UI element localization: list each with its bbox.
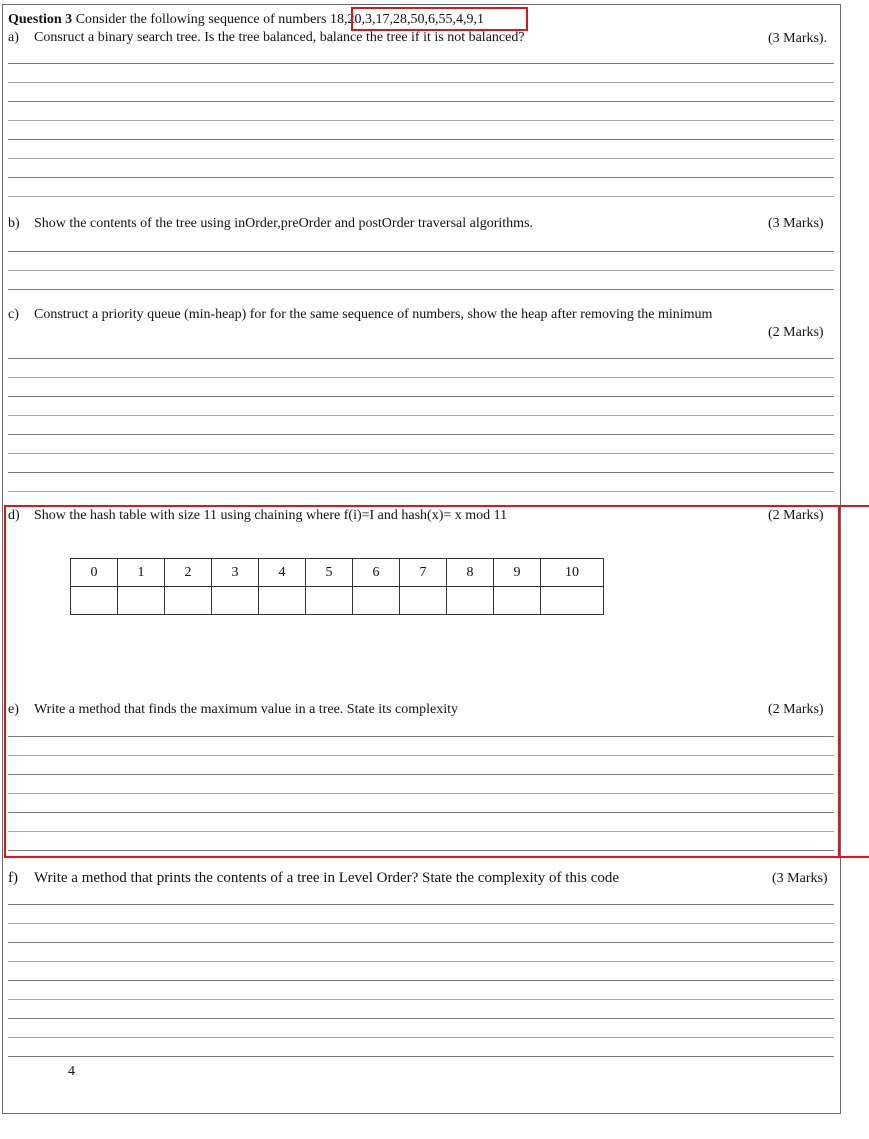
- hash-value-cell[interactable]: [447, 587, 494, 615]
- answer-line: [8, 251, 834, 252]
- answer-line: [8, 358, 834, 359]
- answer-line: [8, 999, 834, 1000]
- answer-line: [8, 904, 834, 905]
- number-sequence: 18,20,3,17,28,50,6,55,4,9,1: [329, 12, 484, 27]
- answer-line: [8, 812, 834, 813]
- part-c-marks: (2 Marks): [768, 325, 824, 340]
- hash-table: [70, 558, 604, 615]
- hash-index-cell: 7: [400, 559, 447, 587]
- hash-index-cell: 6: [353, 559, 400, 587]
- hash-value-cell[interactable]: [494, 587, 541, 615]
- highlight-right-line: [838, 505, 840, 858]
- answer-line: [8, 196, 834, 197]
- answer-line: [8, 434, 834, 435]
- hash-table-header-row: [71, 559, 604, 587]
- answer-line: [8, 63, 834, 64]
- hash-index-cell: 5: [306, 559, 353, 587]
- part-e-label: e): [8, 702, 19, 717]
- answer-line: [8, 1056, 834, 1057]
- answer-line: [8, 101, 834, 102]
- answer-line: [8, 774, 834, 775]
- part-b-marks: (3 Marks): [768, 216, 824, 231]
- hash-index-cell: 8: [447, 559, 494, 587]
- answer-line: [8, 415, 834, 416]
- part-c-text: Construct a priority queue (min-heap) for for the same sequence of numbers, show the heap after removing the minimum: [34, 307, 713, 322]
- answer-line: [8, 82, 834, 83]
- hash-value-cell[interactable]: [212, 587, 259, 615]
- answer-line: [8, 1018, 834, 1019]
- part-a-label: a): [8, 30, 19, 45]
- answer-line: [8, 923, 834, 924]
- hash-value-cell[interactable]: [353, 587, 400, 615]
- answer-line: [8, 396, 834, 397]
- hash-value-cell[interactable]: [165, 587, 212, 615]
- hash-value-cell[interactable]: [306, 587, 353, 615]
- part-f-text: Write a method that prints the contents of a tree in Level Order? State the complexity of this code: [34, 870, 620, 886]
- answer-line: [8, 270, 834, 271]
- answer-line: [8, 980, 834, 981]
- part-e-marks: (2 Marks): [768, 702, 824, 717]
- answer-line: [8, 139, 834, 140]
- answer-line: [8, 289, 834, 290]
- answer-line: [8, 377, 834, 378]
- answer-line: [8, 491, 834, 492]
- hash-index-cell: 2: [165, 559, 212, 587]
- part-f-label: f): [8, 870, 18, 886]
- hash-value-cell[interactable]: [71, 587, 118, 615]
- question-heading: Question 3: [8, 12, 73, 27]
- part-e-text: Write a method that finds the maximum value in a tree. State its complexity: [34, 702, 458, 717]
- part-b-text: Show the contents of the tree using inOrder,preOrder and postOrder traversal algorithms.: [34, 216, 534, 231]
- answer-line: [8, 793, 834, 794]
- part-d-label: d): [8, 508, 20, 523]
- part-d-marks: (2 Marks): [768, 508, 824, 523]
- answer-line: [8, 1037, 834, 1038]
- answer-line: [8, 158, 834, 159]
- hash-index-cell: 4: [259, 559, 306, 587]
- answer-line: [8, 120, 834, 121]
- highlight-bottom-line: [4, 856, 869, 858]
- hash-value-cell[interactable]: [118, 587, 165, 615]
- hash-index-cell: 1: [118, 559, 165, 587]
- hash-value-cell[interactable]: [259, 587, 306, 615]
- part-d-text: Show the hash table with size 11 using chaining where f(i)=I and hash(x)= x mod 11: [34, 508, 508, 523]
- sequence-highlight-box: [351, 7, 528, 31]
- part-b-label: b): [8, 216, 20, 231]
- highlight-top-line: [4, 505, 869, 507]
- hash-table-value-row: [71, 587, 604, 615]
- answer-line: [8, 453, 834, 454]
- part-c-label: c): [8, 307, 19, 322]
- answer-line: [8, 177, 834, 178]
- hash-value-cell[interactable]: [541, 587, 604, 615]
- answer-line: [8, 961, 834, 962]
- answer-line: [8, 472, 834, 473]
- highlight-left-line: [4, 505, 6, 858]
- part-f-marks: (3 Marks): [772, 871, 828, 886]
- part-a-marks: (3 Marks).: [768, 31, 828, 46]
- page-number: 4: [68, 1064, 75, 1079]
- hash-index-cell: 10: [541, 559, 604, 587]
- answer-line: [8, 942, 834, 943]
- answer-line: [8, 755, 834, 756]
- hash-index-cell: 9: [494, 559, 541, 587]
- answer-line: [8, 850, 834, 851]
- part-a-text: Consruct a binary search tree. Is the tree balanced, balance the tree if it is not balanced?: [34, 30, 525, 45]
- hash-value-cell[interactable]: [400, 587, 447, 615]
- answer-line: [8, 831, 834, 832]
- question-intro: Consider the following sequence of numbers: [72, 12, 330, 27]
- answer-line: [8, 736, 834, 737]
- hash-index-cell: 0: [71, 559, 118, 587]
- hash-index-cell: 3: [212, 559, 259, 587]
